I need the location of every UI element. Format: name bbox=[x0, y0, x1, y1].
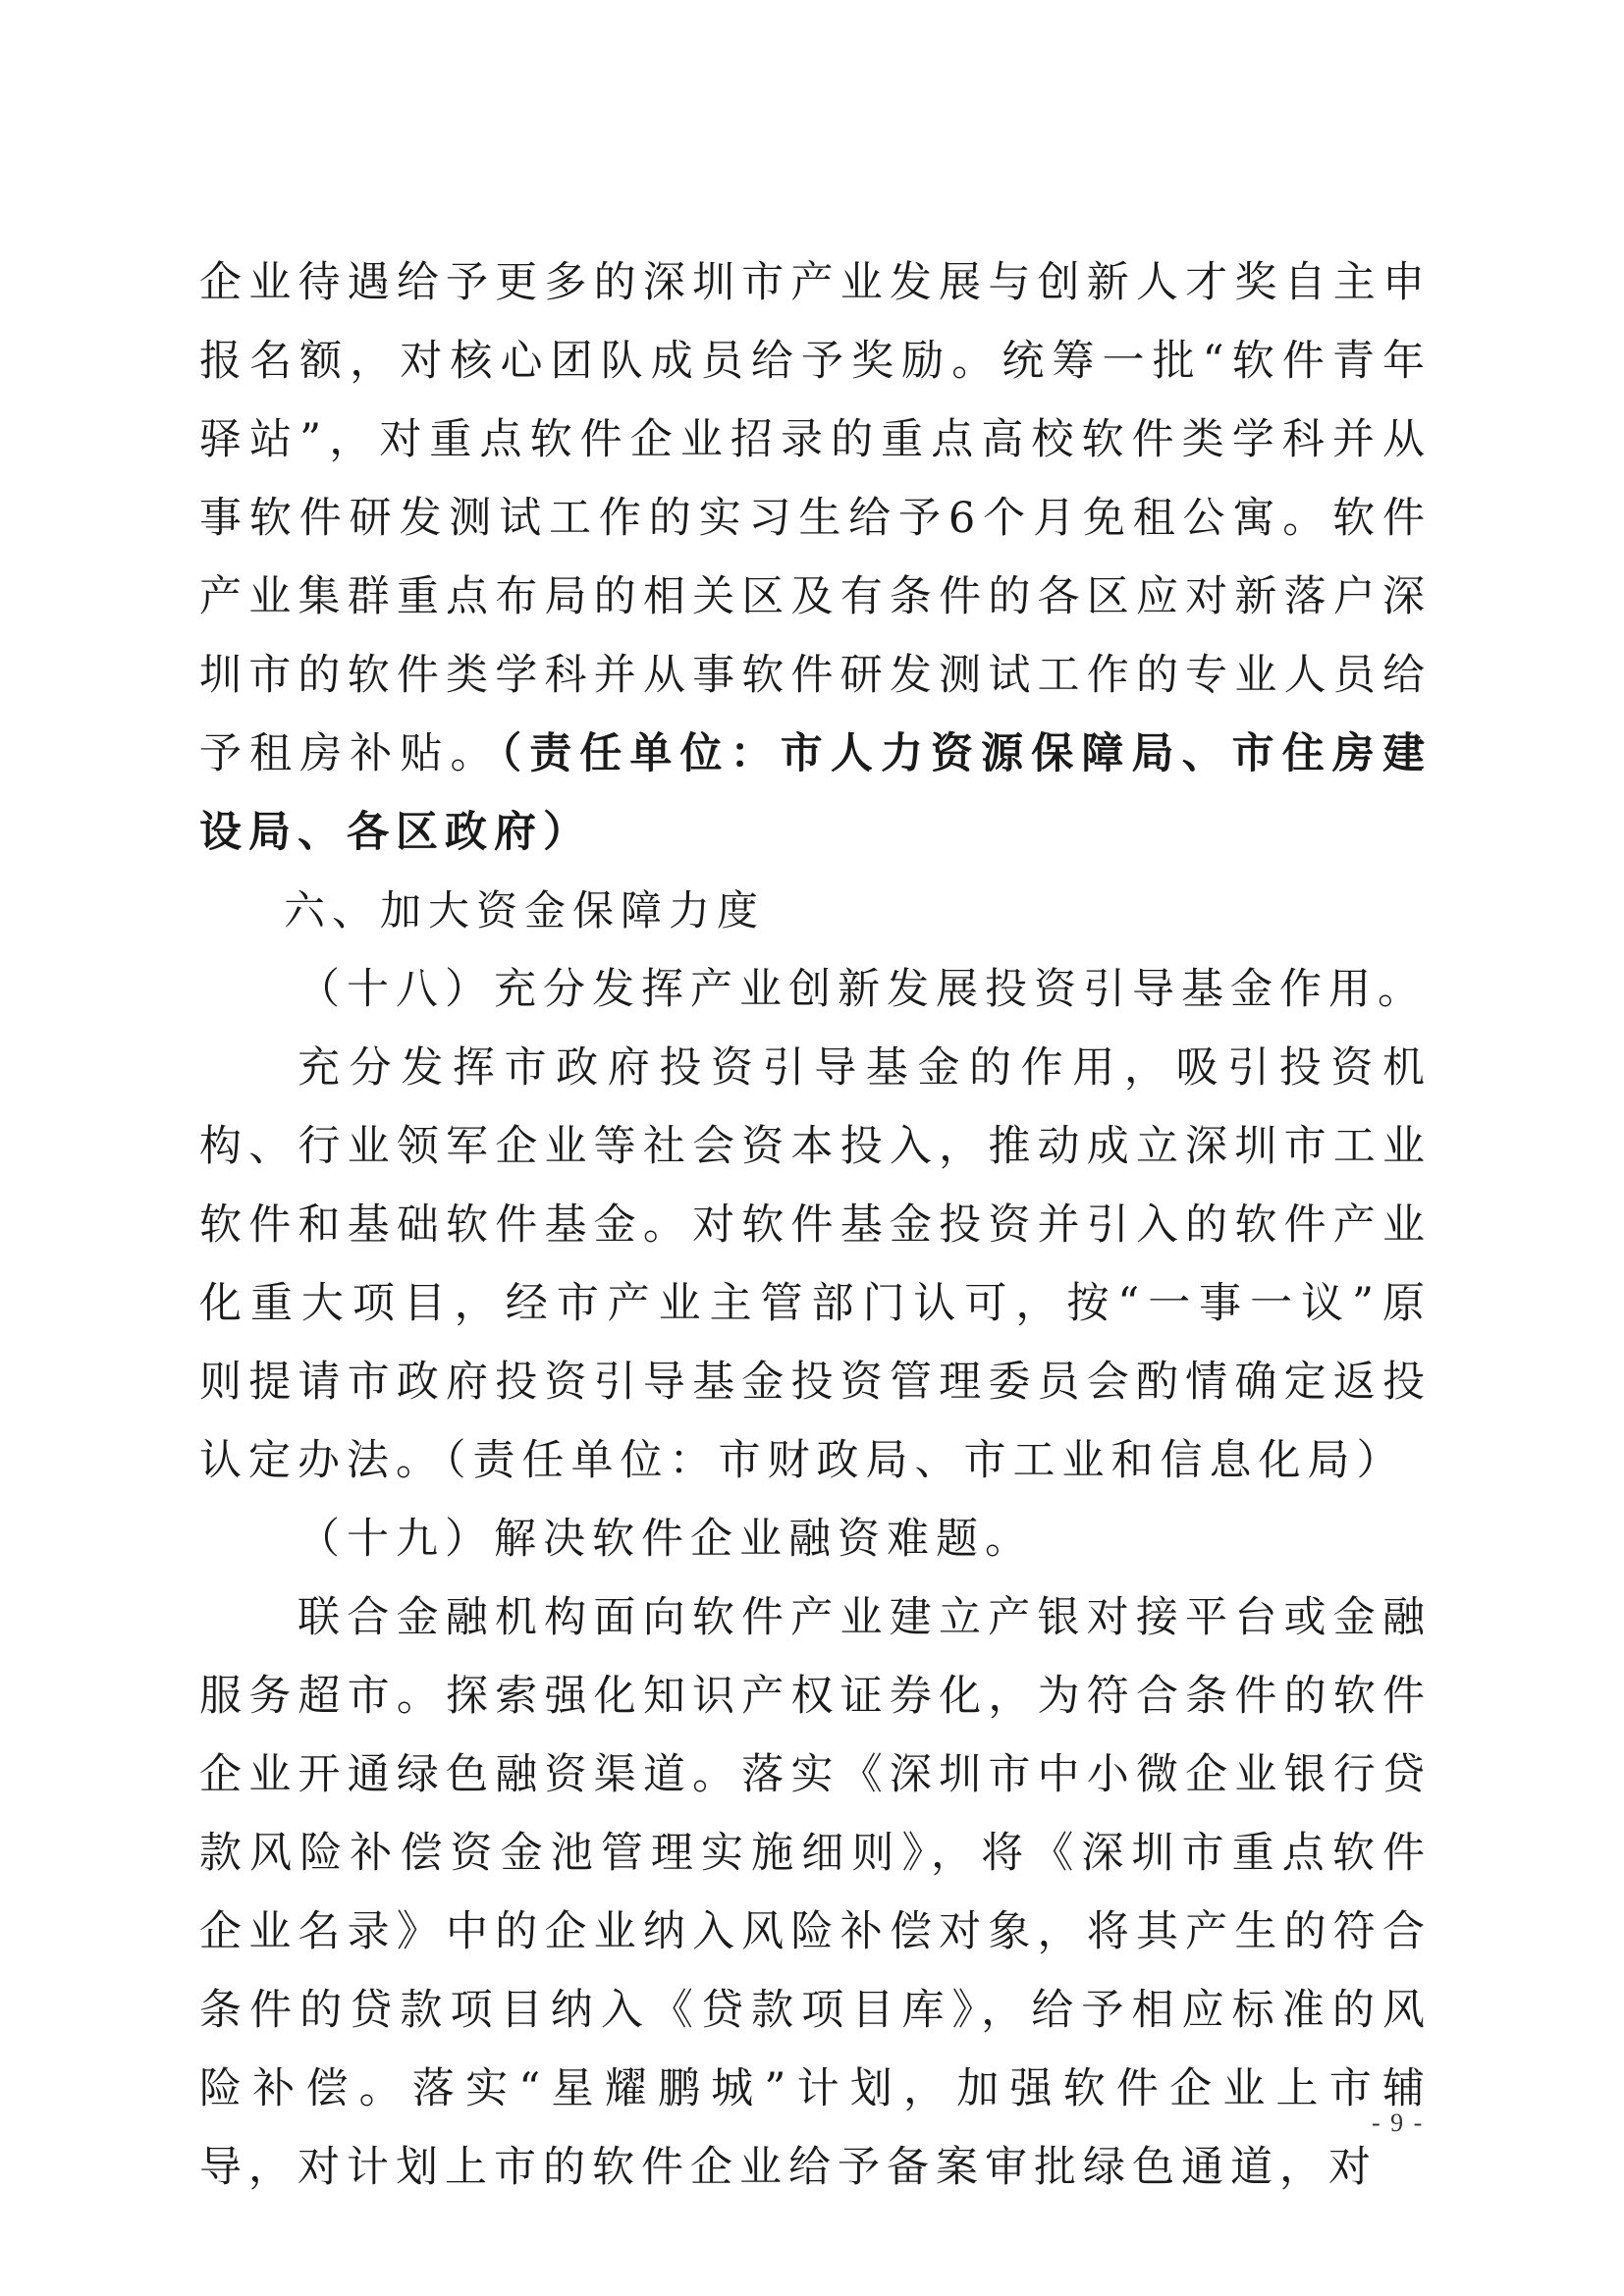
paragraph-text: 企业待遇给予更多的深圳市产业发展与创新人才奖自主申报名额，对核心团队成员给予奖励。统筹一批“软件青年驿站”，对重点软件企业招录的重点高校软件类学科并从事软件研发测试工作的实习生给予6个月免租公寓。软件产业集群重点布局的相关区及有条件的各区应对新落户深圳市的软件类学科并从事软件研发测试工作的专业人员给予租房补贴。 bbox=[199, 258, 1432, 778]
paragraph-19: 联合金融机构面向软件产业建立产银对接平台或金融服务超市。探索强化知识产权证券化，为符合条件的软件企业开通绿色融资渠道。落实《深圳市中小微企业银行贷款风险补偿资金池管理实施细则》，将《深圳市重点软件企业名录》中的企业纳入风险补偿对象，将其产生的符合条件的贷款项目纳入《贷款项目库》，给予相应标准的风险补偿。落实“星耀鹏城”计划，加强软件企业上市辅导，对计划上市的软件企业给予备案审批绿色通道，对 bbox=[199, 1593, 1432, 2192]
paragraph-18: 充分发挥市政府投资引导基金的作用，吸引投资机构、行业领军企业等社会资本投入，推动成立深圳市工业软件和基础软件基金。对软件基金投资并引入的软件产业化重大项目，经市产业主管部门认可，按“一事一议”原则提请市政府投资引导基金投资管理委员会酌情确定返投认定办法。（责任单位：市财政局、市工业和信息化局） bbox=[199, 1043, 1432, 1485]
document-body bbox=[199, 243, 1432, 2207]
paragraph-17-continued bbox=[199, 243, 1432, 872]
responsibility-note: （责任单位：市人力资源保障局、市住房建设局、各区政府） bbox=[199, 729, 1432, 857]
subheading-19: （十九）解决软件企业融资难题。 bbox=[298, 1515, 1034, 1564]
section-heading-6: 六、加大资金保障力度 bbox=[284, 886, 766, 934]
page-number: - 9 - bbox=[1372, 2109, 1425, 2137]
subheading-18: （十八）充分发挥产业创新发展投资引导基金作用。 bbox=[298, 965, 1427, 1014]
